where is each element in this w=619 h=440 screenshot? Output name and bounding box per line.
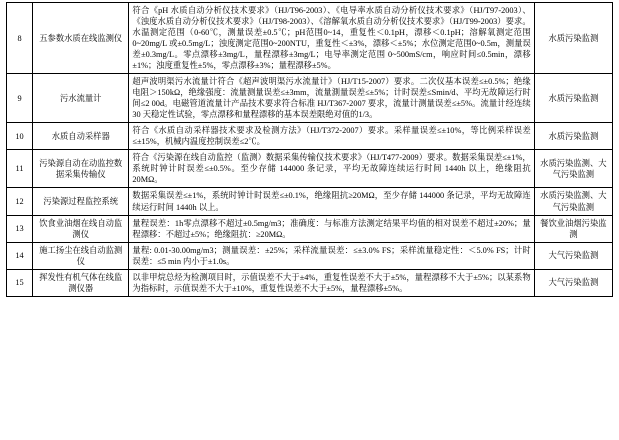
table-row — [7, 188, 613, 215]
row-number: 13 — [7, 215, 33, 242]
row-category: 水质污染监测、大气污染监测 — [534, 150, 612, 188]
row-category: 大气污染监测 — [534, 269, 612, 296]
row-number: 14 — [7, 242, 33, 269]
row-category: 水质污染监测 — [534, 74, 612, 123]
table-row — [7, 150, 613, 188]
row-requirement: 超声波明渠污水流量计符合《超声波明渠污水流量计》（HJ/T15-2007）要求。二次仪基本误差≤±0.5%；绝缘电阻＞150kΩ，绝缘强度：流量测量误差≤±3mm，流量測量误差≤±5%；计时误差≤Smin/d、平均无故障运行时间≤2 00d。电磁管道流量计产品技术要求符合标准 HJ/T367-2007 要求，流量计测量误差≤±5%。流量计经连续 30 天稳定性试验，零点漂移和量程漂移的基本误差限绝对值的1/3。 — [129, 74, 534, 123]
row-category: 水质污染监测 — [534, 123, 612, 150]
table-row — [7, 269, 613, 296]
spec-table — [6, 2, 613, 297]
row-category: 大气污染监测 — [534, 242, 612, 269]
row-number: 9 — [7, 74, 33, 123]
table-row — [7, 242, 613, 269]
row-instrument-name: 饮食业油烟在线自动监测仪 — [33, 215, 129, 242]
row-number: 11 — [7, 150, 33, 188]
row-requirement: 以非甲烷总烃为检测项目时，示值误差不大于±4%，重复性误差不大于±5%，量程漂移不大于±5%；以某系物为指标时，示值误差不大于±10%，重复性误差不大于±5%，量程漂移±5%。 — [129, 269, 534, 296]
table-row — [7, 74, 613, 123]
row-category: 水质污染监测、大气污染监测 — [534, 188, 612, 215]
row-requirement: 量程: 0.01-30.00mg/m3；测量误差：±25%；采样流量误差：≤±3.0% FS；采样流量稳定性：＜5.0% FS；计时误差：≤5 min 内小于±1.0s。 — [129, 242, 534, 269]
row-instrument-name: 污染源过程监控系统 — [33, 188, 129, 215]
row-category: 水质污染监测 — [534, 3, 612, 74]
row-instrument-name: 水质自动采样器 — [33, 123, 129, 150]
row-instrument-name: 污染源自动在动监控数据采集传输仪 — [33, 150, 129, 188]
row-number: 12 — [7, 188, 33, 215]
row-category: 餐饮业油烟污染监测 — [534, 215, 612, 242]
table-row — [7, 215, 613, 242]
row-requirement: 符合《pH 水质自动分析仪技术要求》（HJ/T96-2003）、《电导率水质自动分析仪技术要求》（HJ/T97-2003）、《浊度水质自动分析仪技术要求》（HJ/T98-2003）、《溶解氧水质自动分析仪技术要求》（HJ/T99-2003）要求。水温测定范围（0-60℃，测量误差±0.5℃；pH范围0~14，重复性＜0.1pH，漂移＜0.1pH；溶解氧测定范围0~20mg/L 或±0.5mg/L；浊度测定范围0~200NTU，重复性＜±3%，漂移＜±5%；水位测定范围0~0.5m，测量误差±0.3mg/L。零点漂移±3mg/L，量程漂移±3mg/L；电导率测定范围 0~500mS/cm，响应时间≤0.5min，漂移±1%；浊度重复性±5%，零点漂移±3%；量程漂移±5%。 — [129, 3, 534, 74]
row-requirement: 符合《污染源在线自动监控（监测）数据采集传输仪技术要求》（HJ/T477-2009）要求。数据采集误差≤±1%，系统时钟计时误差≤±0.5%。至少存储 144000 条记录，平均无故障连续运行时间 1440h 以上，绝缘阻抗 20MΩ。 — [129, 150, 534, 188]
row-number: 8 — [7, 3, 33, 74]
row-instrument-name: 五参数水质在线监测仪 — [33, 3, 129, 74]
table-row — [7, 123, 613, 150]
row-requirement: 量程误差：1h零点漂移不超过±0.5mg/m3；准确度：与标准方法测定结果平均值的相对误差不超过±20%；量程漂移：不超过±5%；绝缘阻抗：≥20MΩ。 — [129, 215, 534, 242]
row-number: 15 — [7, 269, 33, 296]
row-instrument-name: 施工扬尘在线自动监测仪 — [33, 242, 129, 269]
table-body — [7, 3, 613, 297]
row-number: 10 — [7, 123, 33, 150]
row-requirement: 数据采集误差≤±1%，系统时钟计时误差≤±0.1%，绝缘阻抗≥20MΩ，至少存储 144000 条记录，平均无故障连续运行时间 1440h 以上。 — [129, 188, 534, 215]
row-requirement: 符合《水质自动采样器技术要求及检测方法》（HJ/T372-2007）要求。采样量误差≤±10%，等比例采样误差≤±15%，机械内温度控制误差≤2℃。 — [129, 123, 534, 150]
table-row — [7, 3, 613, 74]
row-instrument-name: 污水流量计 — [33, 74, 129, 123]
row-instrument-name: 挥发性有机气体在线监测仪器 — [33, 269, 129, 296]
